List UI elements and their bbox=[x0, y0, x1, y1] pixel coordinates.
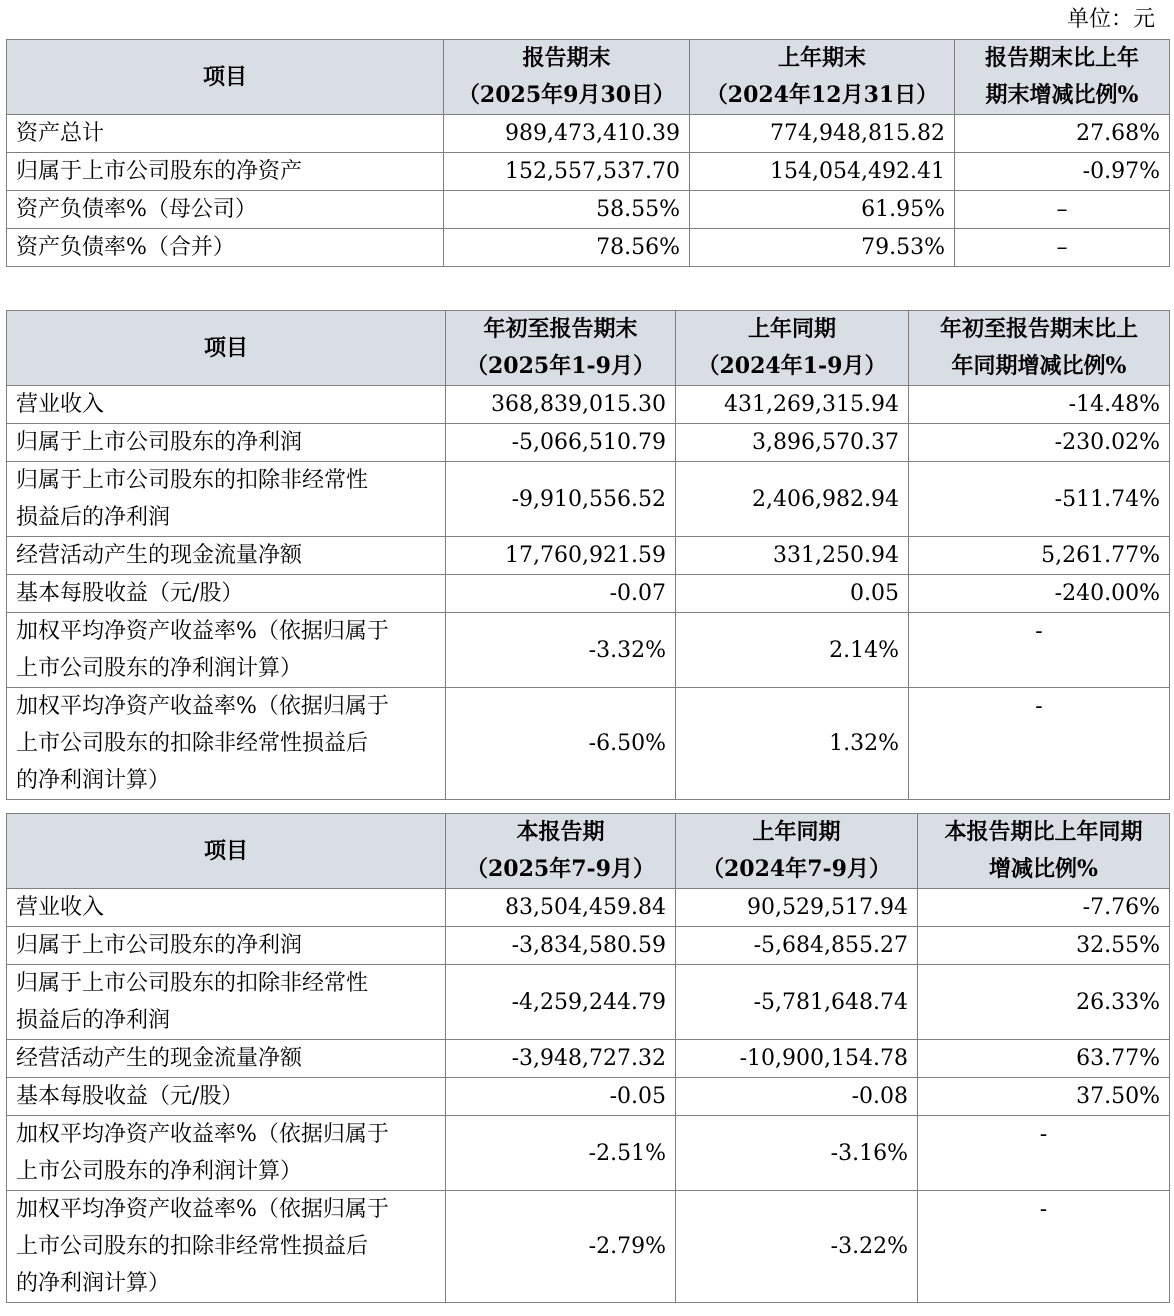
value-current: 58.55% bbox=[444, 191, 690, 229]
value-change: 5,261.77% bbox=[909, 537, 1170, 575]
header-text: （2025年9月30日） bbox=[457, 82, 676, 108]
row-label bbox=[7, 889, 446, 927]
header-text: 项目 bbox=[202, 63, 247, 90]
header-text: （2024年7-9月） bbox=[702, 856, 891, 882]
row-label-text: 归属于上市公司股东的净利润 bbox=[16, 933, 303, 958]
value-current: 83,504,459.84 bbox=[446, 889, 676, 927]
table-header-row bbox=[7, 814, 1170, 889]
value-change: -230.02% bbox=[909, 424, 1170, 462]
value-previous: -3.22% bbox=[676, 1191, 918, 1303]
value-change: -14.48% bbox=[909, 386, 1170, 424]
row-label-text: 资产负债率%（母公司） bbox=[16, 197, 257, 222]
table-row bbox=[7, 889, 1170, 927]
header-text: （2025年1-9月） bbox=[466, 353, 655, 379]
header-text: 年初至报告期末比上 bbox=[939, 316, 1138, 342]
table-row bbox=[7, 462, 1170, 537]
table-row bbox=[7, 115, 1170, 153]
unit-label: 单位：元 bbox=[1066, 7, 1155, 32]
value-change: -240.00% bbox=[909, 575, 1170, 613]
row-label bbox=[7, 462, 446, 537]
row-label-text: 归属于上市公司股东的净利润 bbox=[16, 430, 303, 455]
header-text: （2025年7-9月） bbox=[466, 856, 655, 882]
value-previous: 3,896,570.37 bbox=[676, 424, 909, 462]
header-period-previous bbox=[676, 311, 909, 386]
row-label bbox=[7, 537, 446, 575]
header-text: 本报告期 bbox=[516, 819, 605, 845]
row-label bbox=[7, 191, 444, 229]
row-label-text: 的净利润计算） bbox=[16, 768, 171, 793]
row-label-text: 加权平均净资产收益率%（依据归属于 bbox=[16, 1122, 389, 1147]
value-current: 152,557,537.70 bbox=[444, 153, 690, 191]
table-row bbox=[7, 191, 1170, 229]
row-label-text: 经营活动产生的现金流量净额 bbox=[16, 543, 303, 568]
row-label-text: 基本每股收益（元/股） bbox=[16, 1084, 244, 1109]
table-row bbox=[7, 424, 1170, 462]
table-row bbox=[7, 613, 1170, 688]
header-text: 报告期末比上年 bbox=[984, 45, 1139, 71]
row-label-text: 加权平均净资产收益率%（依据归属于 bbox=[16, 694, 389, 719]
value-current: -2.51% bbox=[446, 1116, 676, 1191]
value-current: -4,259,244.79 bbox=[446, 965, 676, 1040]
value-previous: 154,054,492.41 bbox=[690, 153, 955, 191]
row-label bbox=[7, 1191, 446, 1303]
header-text: 报告期末 bbox=[522, 45, 611, 71]
table-row bbox=[7, 1040, 1170, 1078]
header-text: 项目 bbox=[203, 334, 248, 361]
value-previous: 0.05 bbox=[676, 575, 909, 613]
header-text: 项目 bbox=[203, 837, 248, 864]
value-current: -0.07 bbox=[446, 575, 676, 613]
value-change: - bbox=[918, 1191, 1170, 1303]
value-previous: -10,900,154.78 bbox=[676, 1040, 918, 1078]
value-current: -9,910,556.52 bbox=[446, 462, 676, 537]
header-text: 年初至报告期末 bbox=[483, 316, 638, 342]
row-label bbox=[7, 1116, 446, 1191]
value-current: -2.79% bbox=[446, 1191, 676, 1303]
table-row bbox=[7, 386, 1170, 424]
value-change: -0.97% bbox=[955, 153, 1170, 191]
row-label bbox=[7, 424, 446, 462]
header-text: （2024年12月31日） bbox=[705, 82, 939, 108]
row-label bbox=[7, 153, 444, 191]
header-item bbox=[7, 814, 446, 889]
header-period-current bbox=[446, 311, 676, 386]
value-change: -7.76% bbox=[918, 889, 1170, 927]
header-change-ratio bbox=[918, 814, 1170, 889]
row-label bbox=[7, 115, 444, 153]
value-change: -511.74% bbox=[909, 462, 1170, 537]
row-label bbox=[7, 688, 446, 800]
value-change: – bbox=[955, 229, 1170, 267]
row-label-text: 上市公司股东的扣除非经常性损益后 bbox=[16, 1234, 369, 1259]
value-previous: 2.14% bbox=[676, 613, 909, 688]
header-text: 上年同期 bbox=[752, 819, 841, 845]
header-period-previous bbox=[676, 814, 918, 889]
table-row bbox=[7, 153, 1170, 191]
table-row bbox=[7, 229, 1170, 267]
row-label-text: 损益后的净利润 bbox=[16, 1008, 171, 1033]
row-label-text: 的净利润计算） bbox=[16, 1271, 171, 1296]
table-row bbox=[7, 927, 1170, 965]
value-previous: -5,781,648.74 bbox=[676, 965, 918, 1040]
row-label-text: 加权平均净资产收益率%（依据归属于 bbox=[16, 619, 389, 644]
table-header-row bbox=[7, 40, 1170, 115]
row-label-text: 基本每股收益（元/股） bbox=[16, 581, 244, 606]
value-change: - bbox=[909, 688, 1170, 800]
row-label-text: 上市公司股东的扣除非经常性损益后 bbox=[16, 731, 369, 756]
header-text: 上年期末 bbox=[777, 45, 866, 71]
table-row bbox=[7, 575, 1170, 613]
header-text: 年同期增减比例% bbox=[951, 353, 1127, 379]
value-change: 27.68% bbox=[955, 115, 1170, 153]
header-change-ratio bbox=[955, 40, 1170, 115]
header-text: 本报告期比上年同期 bbox=[944, 819, 1143, 845]
table-header-row bbox=[7, 311, 1170, 386]
value-current: 17,760,921.59 bbox=[446, 537, 676, 575]
quarter-performance-table bbox=[6, 813, 1170, 1303]
value-current: -3.32% bbox=[446, 613, 676, 688]
header-period-current bbox=[446, 814, 676, 889]
row-label bbox=[7, 386, 446, 424]
ytd-performance-table bbox=[6, 310, 1170, 800]
header-change-ratio bbox=[909, 311, 1170, 386]
value-previous: 90,529,517.94 bbox=[676, 889, 918, 927]
row-label bbox=[7, 229, 444, 267]
header-item bbox=[7, 40, 444, 115]
value-current: -6.50% bbox=[446, 688, 676, 800]
row-label-text: 上市公司股东的净利润计算） bbox=[16, 1159, 303, 1184]
row-label-text: 资产总计 bbox=[16, 121, 105, 146]
header-text: 上年同期 bbox=[747, 316, 836, 342]
value-change: – bbox=[955, 191, 1170, 229]
value-previous: 61.95% bbox=[690, 191, 955, 229]
value-current: -3,834,580.59 bbox=[446, 927, 676, 965]
row-label-text: 经营活动产生的现金流量净额 bbox=[16, 1046, 303, 1071]
table-row bbox=[7, 1116, 1170, 1191]
value-current: 78.56% bbox=[444, 229, 690, 267]
row-label-text: 归属于上市公司股东的扣除非经常性 bbox=[16, 971, 369, 996]
row-label-text: 归属于上市公司股东的净资产 bbox=[16, 159, 303, 184]
value-change: 32.55% bbox=[918, 927, 1170, 965]
value-previous: 79.53% bbox=[690, 229, 955, 267]
value-change: 63.77% bbox=[918, 1040, 1170, 1078]
value-change: 37.50% bbox=[918, 1078, 1170, 1116]
value-previous: 431,269,315.94 bbox=[676, 386, 909, 424]
value-previous: 774,948,815.82 bbox=[690, 115, 955, 153]
table-row bbox=[7, 1191, 1170, 1303]
value-current: -3,948,727.32 bbox=[446, 1040, 676, 1078]
value-current: 368,839,015.30 bbox=[446, 386, 676, 424]
table-row bbox=[7, 965, 1170, 1040]
value-previous: -3.16% bbox=[676, 1116, 918, 1191]
value-current: 989,473,410.39 bbox=[444, 115, 690, 153]
header-text: 期末增减比例% bbox=[985, 82, 1139, 108]
header-text: （2024年1-9月） bbox=[697, 353, 887, 379]
row-label-text: 加权平均净资产收益率%（依据归属于 bbox=[16, 1197, 389, 1222]
value-previous: -5,684,855.27 bbox=[676, 927, 918, 965]
table-row bbox=[7, 537, 1170, 575]
row-label-text: 资产负债率%（合并） bbox=[16, 235, 235, 260]
table-row bbox=[7, 688, 1170, 800]
value-previous: 1.32% bbox=[676, 688, 909, 800]
header-item bbox=[7, 311, 446, 386]
header-period-previous bbox=[690, 40, 955, 115]
value-change: 26.33% bbox=[918, 965, 1170, 1040]
row-label-text: 损益后的净利润 bbox=[16, 505, 171, 530]
header-period-current bbox=[444, 40, 690, 115]
row-label-text: 营业收入 bbox=[16, 392, 105, 417]
value-previous: 2,406,982.94 bbox=[676, 462, 909, 537]
value-change: - bbox=[909, 613, 1170, 688]
row-label bbox=[7, 927, 446, 965]
header-text: 增减比例% bbox=[989, 856, 1098, 882]
value-previous: 331,250.94 bbox=[676, 537, 909, 575]
value-current: -5,066,510.79 bbox=[446, 424, 676, 462]
value-previous: -0.08 bbox=[676, 1078, 918, 1116]
value-change: - bbox=[918, 1116, 1170, 1191]
balance-sheet-table bbox=[6, 39, 1170, 267]
row-label bbox=[7, 613, 446, 688]
value-current: -0.05 bbox=[446, 1078, 676, 1116]
row-label-text: 归属于上市公司股东的扣除非经常性 bbox=[16, 468, 369, 493]
row-label bbox=[7, 965, 446, 1040]
row-label-text: 上市公司股东的净利润计算） bbox=[16, 656, 303, 681]
row-label bbox=[7, 1040, 446, 1078]
row-label-text: 营业收入 bbox=[16, 895, 105, 920]
table-row bbox=[7, 1078, 1170, 1116]
row-label bbox=[7, 1078, 446, 1116]
row-label bbox=[7, 575, 446, 613]
